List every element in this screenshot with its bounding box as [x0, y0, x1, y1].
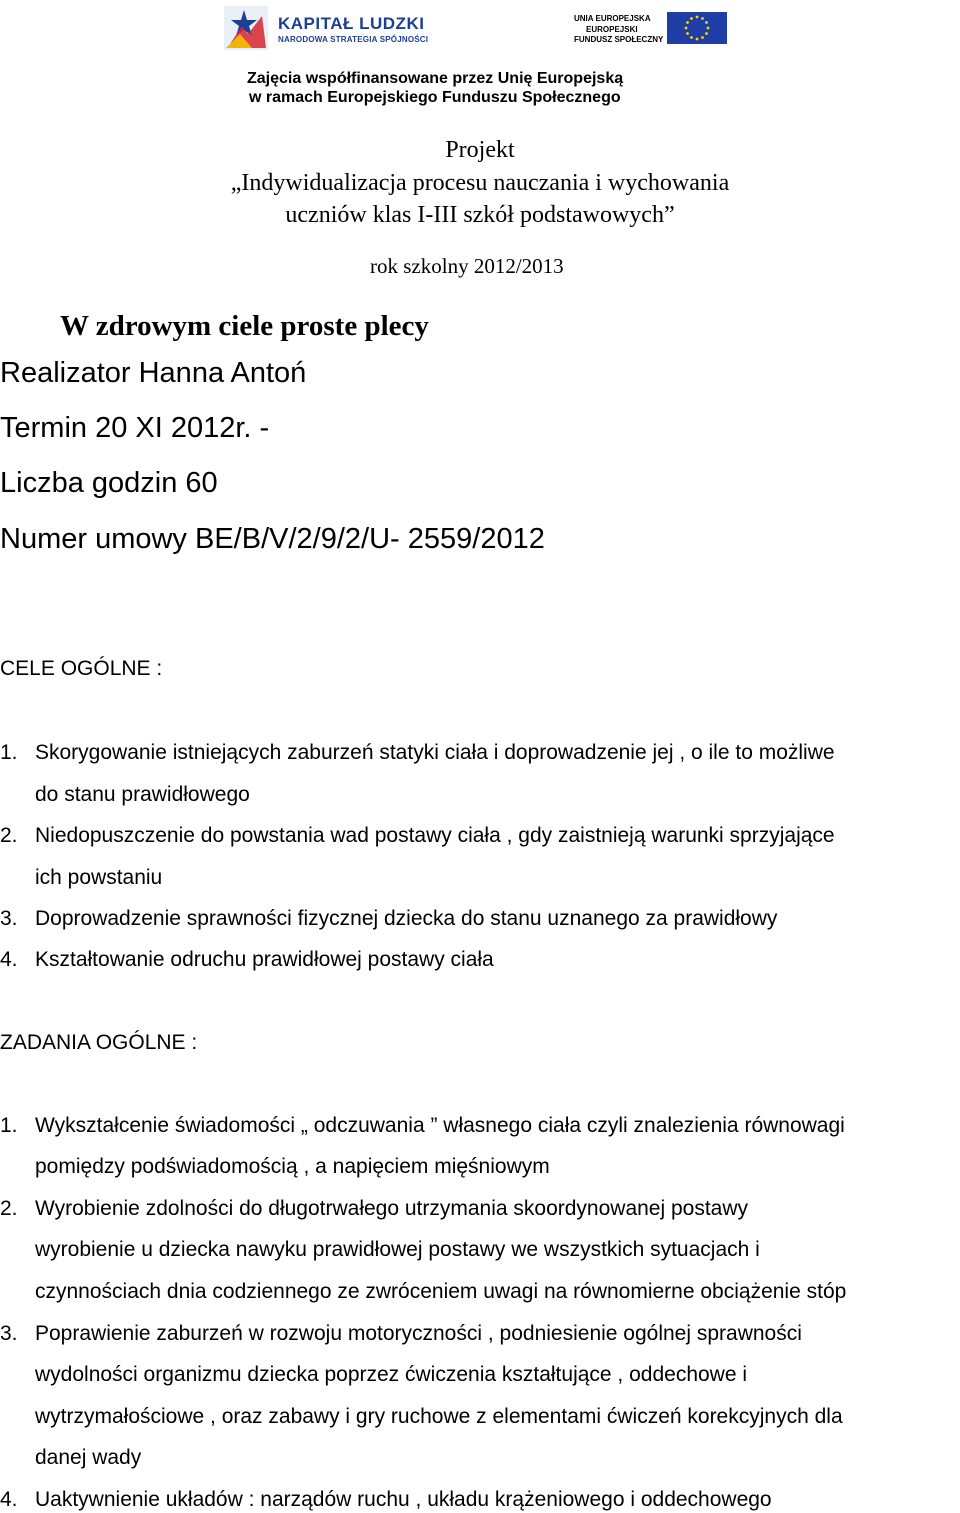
- task-3-line-2: wydolności organizmu dziecka poprzez ćwiczenia kształtujące , oddechowe i: [35, 1363, 748, 1386]
- project-title-line-1: „Indywidualizacja procesu nauczania i wychowania: [230, 170, 730, 196]
- task-2-line-3: czynnościach dnia codziennego ze zwróceniem uwagi na równomierne obciążenie stóp: [35, 1280, 847, 1303]
- goal-4-line-1: Kształtowanie odruchu prawidłowej postawy ciała: [35, 948, 494, 971]
- realizator-line: Realizator Hanna Antoń: [0, 357, 307, 389]
- activity-title: W zdrowym ciele proste plecy: [60, 310, 429, 342]
- hours-line: Liczba godzin 60: [0, 467, 218, 499]
- goal-1-line-2: do stanu prawidłowego: [35, 783, 250, 806]
- goal-3-line-1: Doprowadzenie sprawności fizycznej dziecka do stanu uznanego za prawidłowy: [35, 907, 778, 930]
- contract-number-line: Numer umowy BE/B/V/2/9/2/U- 2559/2012: [0, 523, 545, 555]
- termin-line: Termin 20 XI 2012r. -: [0, 412, 270, 444]
- cofinancing-line-1: Zajęcia współfinansowane przez Unię Europejską: [247, 70, 624, 87]
- project-label: Projekt: [445, 137, 515, 163]
- goal-2-line-2: ich powstaniu: [35, 866, 163, 889]
- goal-3-number: 3.: [0, 907, 18, 930]
- project-title-line-2: uczniów klas I-III szkół podstawowych”: [285, 202, 675, 228]
- goal-1-number: 1.: [0, 741, 18, 764]
- kapital-ludzki-title: KAPITAŁ LUDZKI: [278, 14, 425, 33]
- goal-2-line-1: Niedopuszczenie do powstania wad postawy ciała , gdy zaistnieją warunki sprzyjające: [35, 824, 835, 847]
- task-4-number: 4.: [0, 1488, 18, 1511]
- task-2-line-2: wyrobienie u dziecka nawyku prawidłowej postawy we wszystkich sytuacjach i: [35, 1238, 760, 1261]
- eu-label-line3: FUNDUSZ SPOŁECZNY: [574, 35, 664, 44]
- eu-flag-icon: [667, 12, 727, 44]
- eu-label-line1: UNIA EUROPEJSKA: [574, 14, 651, 23]
- task-1-line-2: pomiędzy podświadomością , a napięciem mięśniowym: [35, 1155, 550, 1178]
- eu-label-line2: EUROPEJSKI: [586, 25, 638, 34]
- school-year: rok szkolny 2012/2013: [370, 254, 564, 278]
- task-2-line-1: Wyrobienie zdolności do długotrwałego utrzymania skoordynowanej postawy: [35, 1197, 749, 1220]
- tasks-heading: ZADANIA OGÓLNE :: [0, 1031, 198, 1054]
- task-3-line-4: danej wady: [35, 1446, 142, 1469]
- goal-4-number: 4.: [0, 948, 18, 971]
- task-3-number: 3.: [0, 1322, 18, 1345]
- task-4-line-1: Uaktywnienie układów : narządów ruchu , układu krążeniowego i oddechowego: [35, 1488, 772, 1511]
- task-1-number: 1.: [0, 1114, 18, 1137]
- task-2-number: 2.: [0, 1197, 18, 1220]
- task-1-line-1: Wykształcenie świadomości „ odczuwania ” własnego ciała czyli znalezienia równowagi: [35, 1114, 845, 1137]
- kapital-ludzki-subtitle: NARODOWA STRATEGIA SPÓJNOŚCI: [278, 35, 429, 44]
- goals-heading: CELE OGÓLNE :: [0, 657, 163, 680]
- goal-1-line-1: Skorygowanie istniejących zaburzeń statyki ciała i doprowadzenie jej , o ile to możliwe: [35, 741, 835, 764]
- cofinancing-line-2: w ramach Europejskiego Funduszu Społecznego: [249, 89, 621, 106]
- task-3-line-3: wytrzymałościowe , oraz zabawy i gry ruchowe z elementami ćwiczeń korekcyjnych dla: [35, 1405, 843, 1428]
- task-3-line-1: Poprawienie zaburzeń w rozwoju motoryczności , podniesienie ogólnej sprawności: [35, 1322, 802, 1345]
- goal-2-number: 2.: [0, 824, 18, 847]
